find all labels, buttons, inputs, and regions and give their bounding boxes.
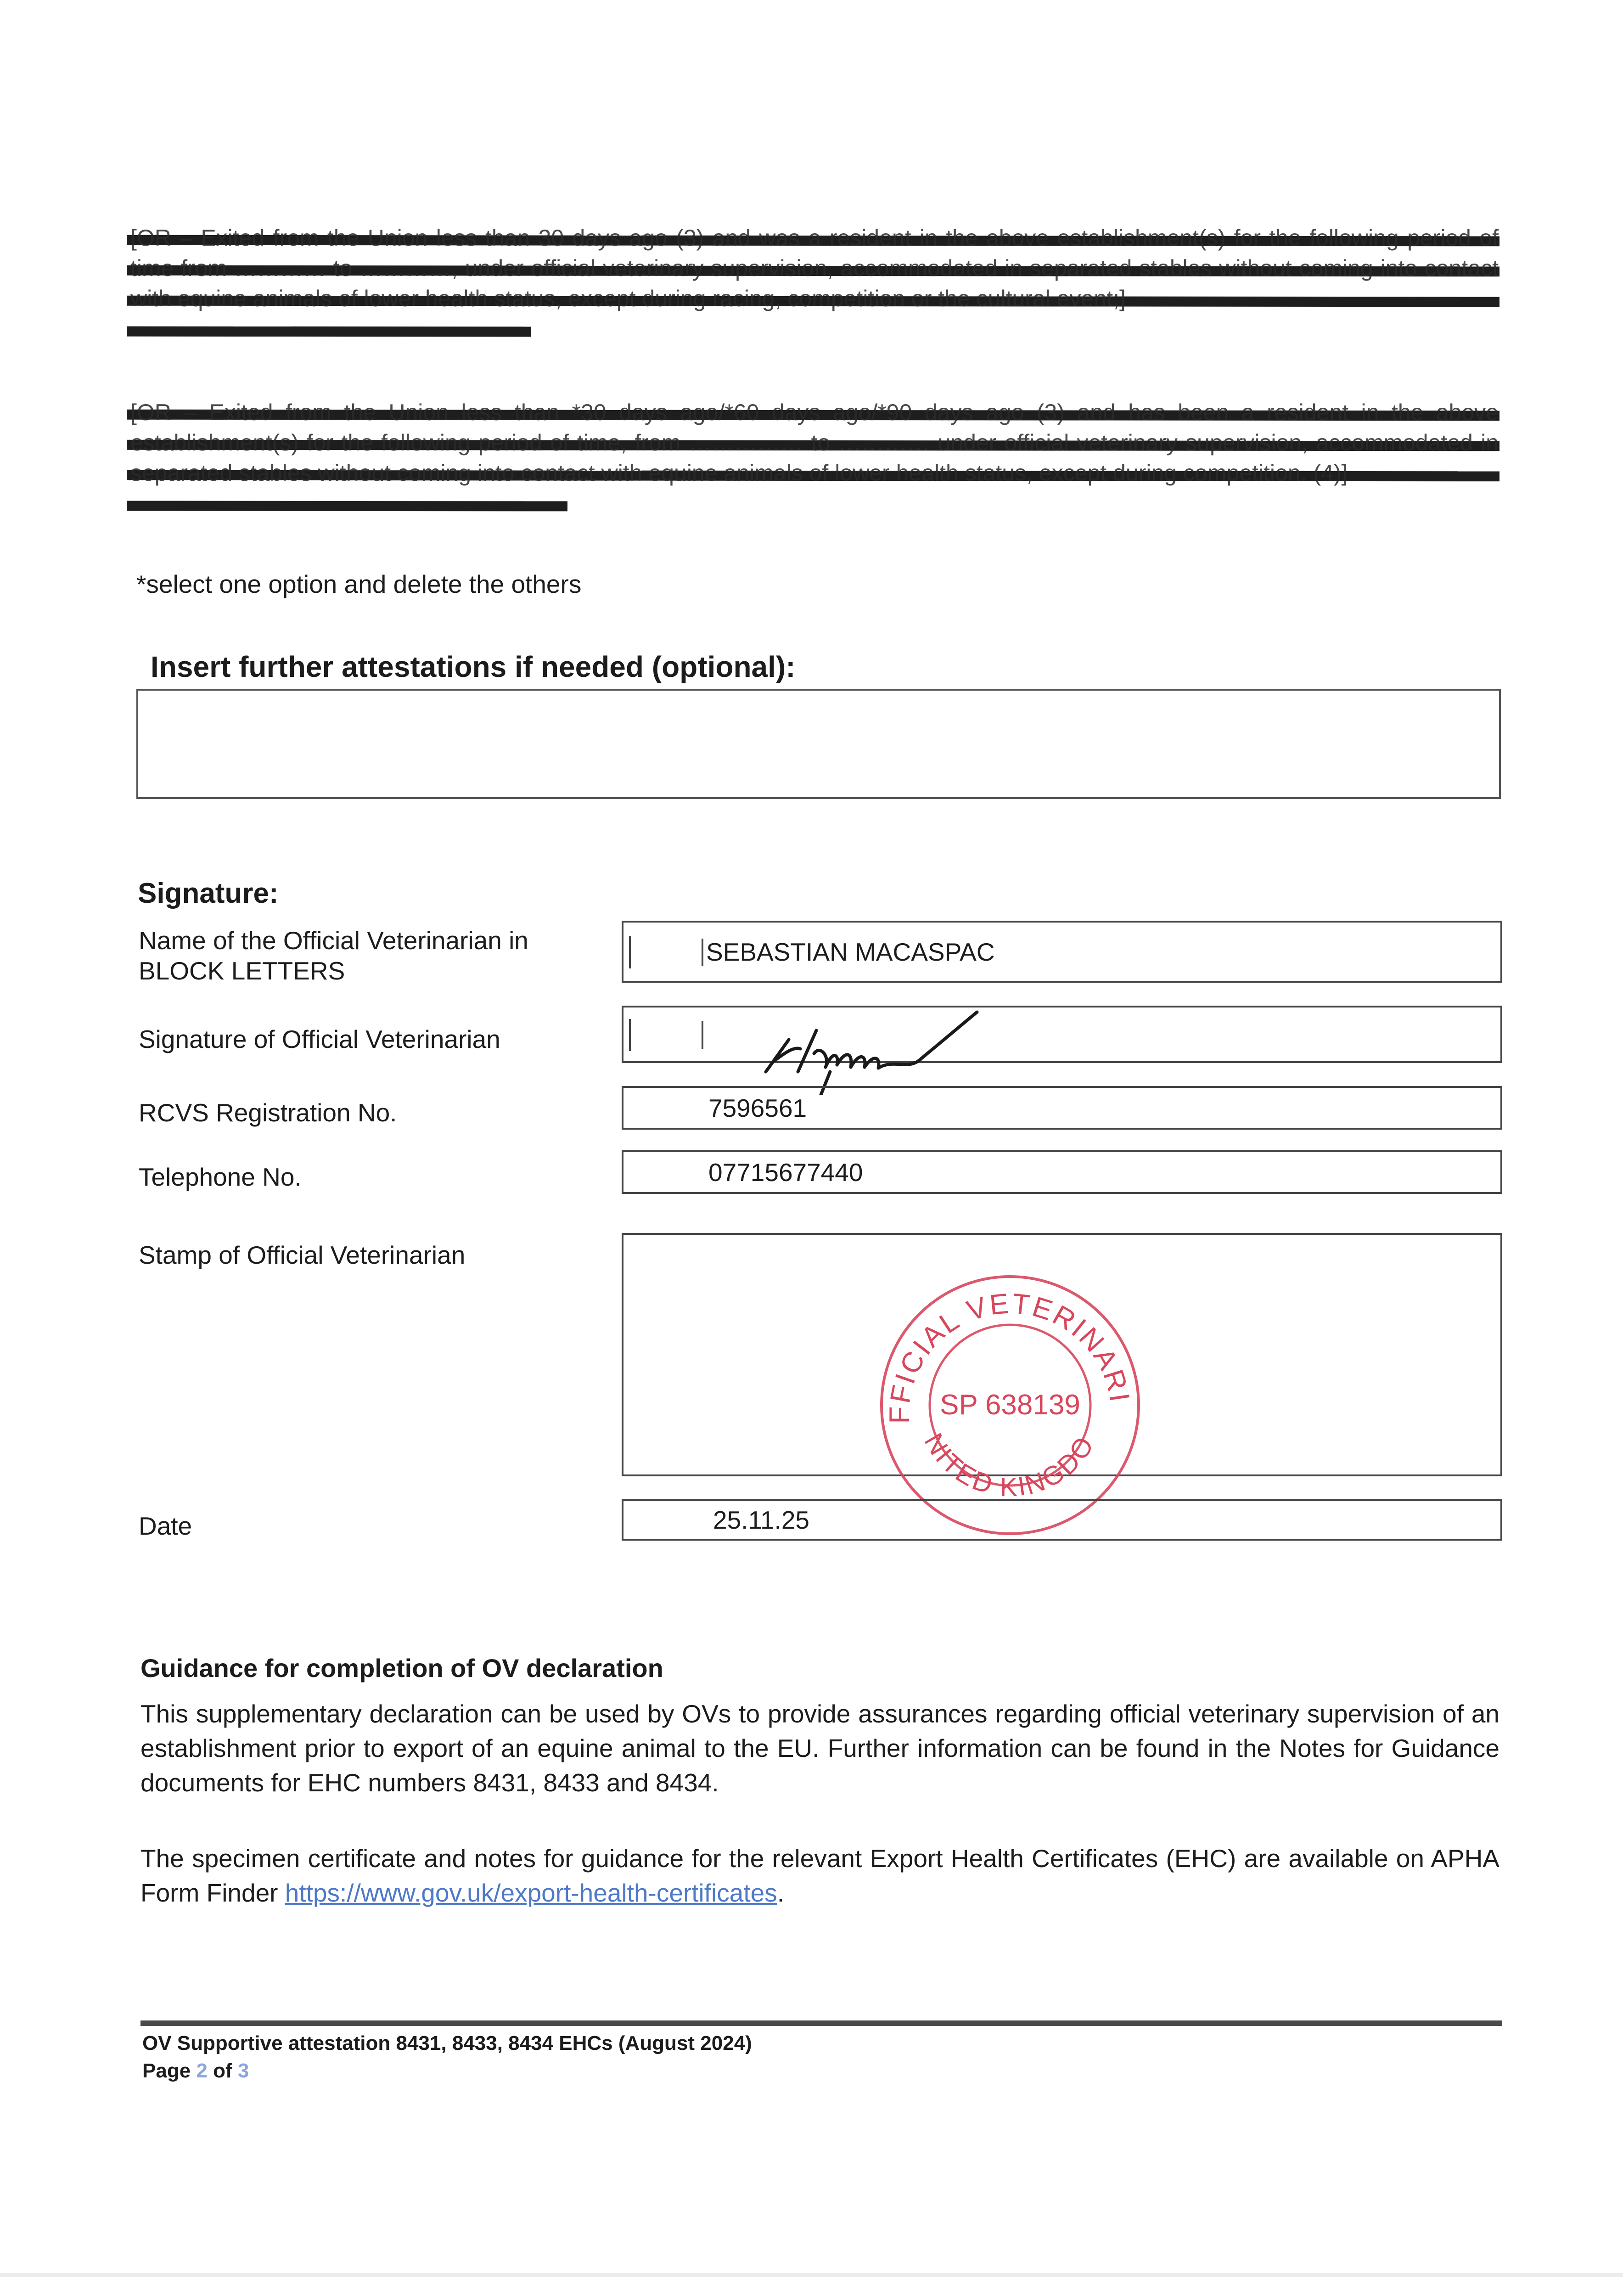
date-value: 25.11.25 <box>713 1506 810 1534</box>
stamp-label: Stamp of Official Veterinarian <box>139 1241 466 1269</box>
page-current: 2 <box>196 2060 208 2082</box>
guidance-paragraph-2-text: The specimen certificate and notes for guidance for the relevant Export Health Certificates (EHC) are available on APHA Form Finder <box>140 1844 1499 1907</box>
guidance-paragraph-2-tail: . <box>777 1879 784 1907</box>
struck-paragraph-1 <box>130 223 1499 314</box>
guidance-paragraph-1: This supplementary declaration can be used by OVs to provide assurances regarding official veterinary supervision of an establishment prior to export of an equine animal to the EU. Further information can be found in the Notes for Guidance documents for EHC numbers 8431, 8433 and 8434. <box>140 1699 1499 1797</box>
ov-signature-label: Signature of Official Veterinarian <box>139 1025 500 1053</box>
struck-paragraph-2-text: [OR – Exited from the Union less than *30 days ago/*60 days ago/*90 days ago (3) and has been a resident in the above establishment(s) for the following period of time, from …………… to ………… under official veterinary supervision, accommodated in separated stables without coming into contact with equine animals of lower health status, except during competition. (4)] <box>130 400 1499 486</box>
text-cursor-icon <box>629 1019 631 1051</box>
further-attestations-field[interactable] <box>136 689 1501 799</box>
page-label: Page <box>142 2060 191 2082</box>
text-cursor-icon <box>629 936 631 968</box>
footer-page-number <box>142 2060 249 2082</box>
telephone-field[interactable] <box>622 1150 1502 1194</box>
ov-name-label: Name of the Official Veterinarian in BLOCK LETTERS <box>139 926 528 985</box>
text-cursor-icon <box>702 1021 703 1049</box>
stamp-bottom-text: NITED KINGDO <box>918 1428 1101 1503</box>
export-health-certificates-link[interactable]: https://www.gov.uk/export-health-certificates <box>285 1879 777 1907</box>
footer-divider <box>140 2020 1502 2026</box>
rcvs-field[interactable] <box>622 1086 1502 1130</box>
rcvs-value: 7596561 <box>708 1093 807 1122</box>
date-field[interactable] <box>622 1499 1502 1541</box>
page-of: of <box>213 2060 232 2082</box>
guidance-title: Guidance for completion of OV declaration <box>140 1654 663 1683</box>
telephone-label: Telephone No. <box>139 1163 302 1191</box>
telephone-value: 07715677440 <box>708 1158 863 1187</box>
footer-title: OV Supportive attestation 8431, 8433, 8434 EHCs (August 2024) <box>142 2032 752 2054</box>
signature-heading: Signature: <box>138 878 279 909</box>
stamp-center-text: SP 638139 <box>940 1389 1080 1421</box>
scan-edge <box>0 2273 1623 2277</box>
guidance-paragraph-2 <box>140 1841 1499 1910</box>
further-attestations-heading: Insert further attestations if needed (optional): <box>151 650 796 683</box>
stamp-top-text: FFICIAL VETERINARI <box>883 1288 1136 1424</box>
date-label: Date <box>139 1512 192 1540</box>
ov-name-value: SEBASTIAN MACASPAC <box>706 937 995 966</box>
rcvs-label: RCVS Registration No. <box>139 1098 397 1127</box>
text-cursor-icon <box>702 939 703 966</box>
select-option-note: *select one option and delete the others <box>136 570 582 598</box>
ov-name-field[interactable] <box>622 921 1502 983</box>
ov-signature-field[interactable] <box>622 1006 1502 1063</box>
page-total: 3 <box>237 2060 249 2082</box>
handwritten-signature-icon <box>757 1003 995 1095</box>
struck-paragraph-2 <box>130 397 1499 488</box>
struck-paragraph-1-text: [OR – Exited from the Union less than 30 days ago (3) and was a resident in the above establishment(s) for the following period of time from ………… to …………, under official veterinary supervision, accommodated in separated stables without coming into contact with equine animals of lower health status, except during racing, competition or the cultural event;] <box>130 225 1499 311</box>
